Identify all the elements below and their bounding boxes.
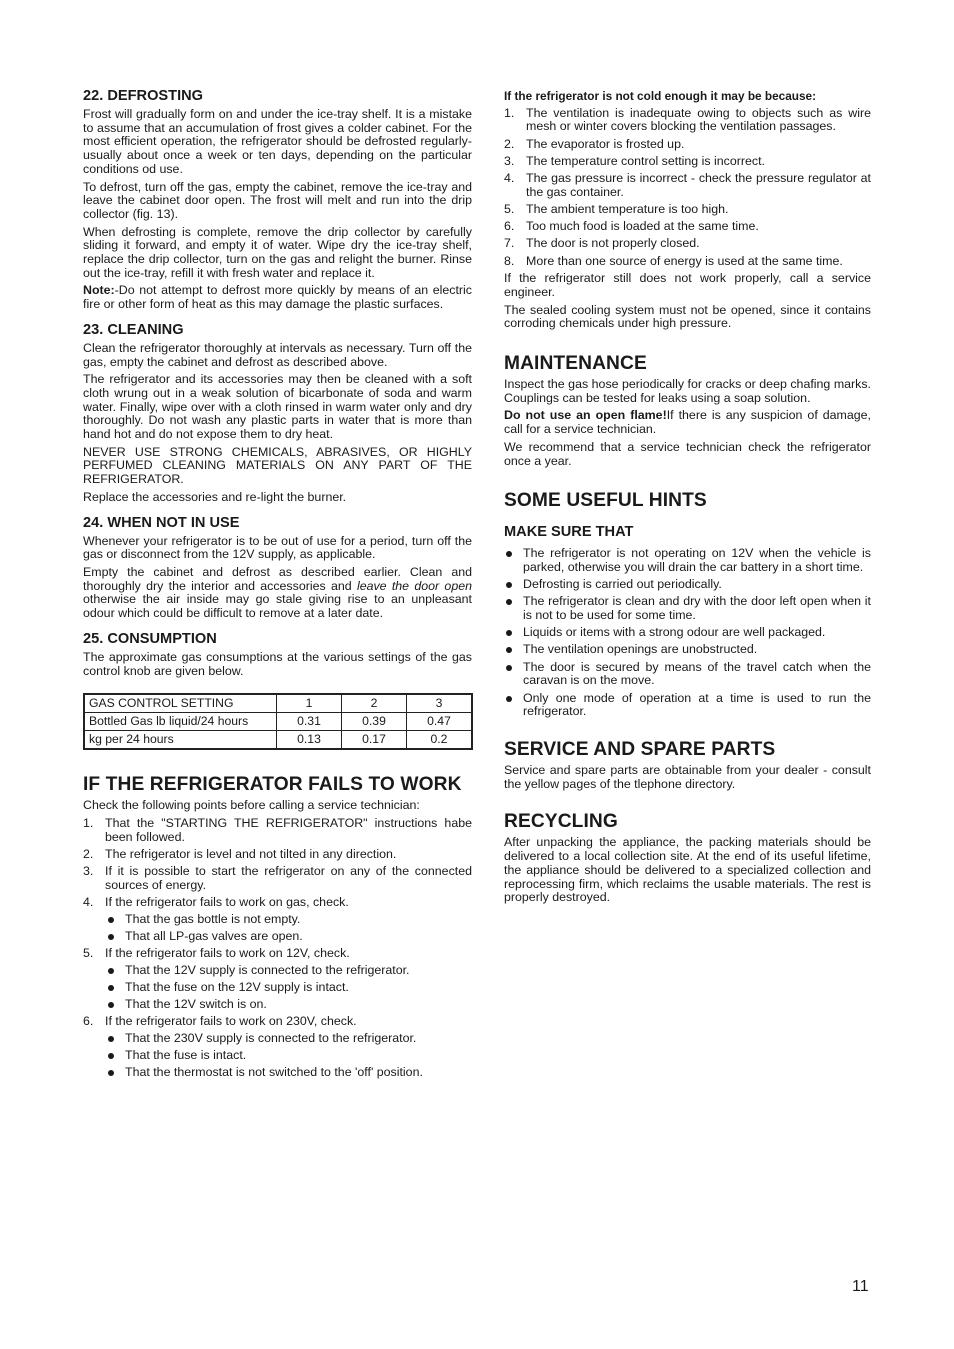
- table-cell: 0.47: [407, 713, 473, 731]
- table-cell: 0.13: [277, 731, 342, 750]
- list-item: [504, 626, 871, 640]
- bullet-icon: [506, 630, 512, 636]
- item-number: 6.: [83, 1014, 94, 1029]
- paragraph: Whenever your refrigerator is to be out of use for a period, turn off the gas or disconnect from the 12V supply, as applicable.: [83, 533, 472, 562]
- right-column: [504, 90, 871, 909]
- heading-hints: SOME USEFUL HINTS: [504, 490, 707, 512]
- item-text: If the refrigerator fails to work on 230V, check.: [105, 1014, 357, 1029]
- sub-list-item: [105, 1049, 472, 1063]
- sub-list-item: [105, 998, 472, 1012]
- section-consumption: [83, 631, 472, 750]
- table-cell: Bottled Gas lb liquid/24 hours: [84, 713, 277, 731]
- item-text: That the fuse is intact.: [125, 1048, 247, 1063]
- section-not-in-use: [83, 515, 472, 621]
- item-text: The refrigerator is level and not tilted in any direction.: [105, 846, 397, 861]
- item-text: That all LP-gas valves are open.: [125, 928, 303, 943]
- section-hints: [504, 490, 871, 719]
- paragraph: The sealed cooling system must not be opened, since it contains corroding chemicals under high pressure.: [504, 302, 871, 331]
- heading-fails-to-work: IF THE REFRIGERATOR FAILS TO WORK: [83, 774, 462, 796]
- item-text: That the gas bottle is not empty.: [125, 911, 301, 926]
- warning-bold: Do not use an open flame!: [504, 408, 667, 423]
- item-text: The ambient temperature is too high.: [526, 201, 729, 216]
- paragraph: The refrigerator and its accessories may then be cleaned with a soft cloth wrung out in a weak solution of bicarbonate of soda and warm water. Finally, wipe over with a cloth rinsed in warm water only and dry thoroughly. Do not wash any plastic parts in water that is more than hand hot and do not expose them to dry heat.: [83, 372, 472, 442]
- warning-text: If there is any suspicion of damage, call for a service technician.: [504, 408, 871, 437]
- item-number: 5.: [504, 201, 515, 216]
- item-text: More than one source of energy is used at the same time.: [526, 253, 843, 268]
- section-recycling: [504, 811, 871, 905]
- heading-service: SERVICE AND SPARE PARTS: [504, 739, 776, 760]
- sub-list: [105, 1032, 472, 1080]
- list-item: [83, 1015, 472, 1080]
- consumption-table: [83, 693, 473, 750]
- table-cell: 1: [277, 694, 342, 713]
- bullet-icon: [108, 1053, 114, 1059]
- heading-consumption: 25. CONSUMPTION: [83, 630, 217, 647]
- list-item: [504, 595, 871, 622]
- item-number: 1.: [83, 815, 94, 830]
- item-text: Too much food is loaded at the same time.: [526, 219, 759, 234]
- warning-paragraph: [504, 409, 871, 436]
- heading-defrosting: 22. DEFROSTING: [83, 88, 204, 104]
- heading-cleaning: 23. CLEANING: [83, 321, 184, 338]
- bullet-icon: [108, 1070, 114, 1076]
- item-text: That the fuse on the 12V supply is intact.: [125, 979, 349, 994]
- item-text: Only one mode of operation at a time is used to run the refrigerator.: [523, 690, 871, 719]
- list-item: [504, 578, 871, 592]
- bullet-icon: [506, 551, 512, 557]
- sub-list-item: [105, 930, 472, 944]
- paragraph: The approximate gas consumptions at the various settings of the gas control knob are given below.: [83, 649, 472, 678]
- item-text: That the 12V supply is connected to the refrigerator.: [125, 962, 410, 977]
- table-row: [84, 731, 472, 750]
- item-number: 2.: [83, 846, 94, 861]
- list-item: [504, 255, 871, 269]
- section-fails-to-work: [83, 774, 472, 1080]
- item-text: The refrigerator is not operating on 12V when the vehicle is parked, otherwise you will drain the car battery in a short time.: [523, 546, 871, 574]
- fails-list: [83, 817, 472, 1080]
- page-number: 11: [852, 1278, 869, 1295]
- paragraph: If the refrigerator still does not work properly, call a service engineer.: [504, 271, 871, 299]
- table-row: [84, 713, 472, 731]
- item-text: That the "STARTING THE REFRIGERATOR" instructions habe been followed.: [105, 815, 472, 844]
- table-header-row: [84, 694, 472, 713]
- sub-list-item: [105, 1032, 472, 1046]
- item-text: The door is not properly closed.: [526, 236, 700, 251]
- item-number: 6.: [504, 219, 515, 234]
- item-number: 7.: [504, 236, 515, 251]
- item-text: If the refrigerator fails to work on 12V, check.: [105, 946, 350, 961]
- list-item: [504, 155, 871, 169]
- not-cold-list: [504, 107, 871, 269]
- section-service: [504, 739, 871, 791]
- heading-maintenance: MAINTENANCE: [504, 353, 647, 375]
- sub-list-item: [105, 913, 472, 927]
- item-text: The ventilation openings are unobstructed.: [523, 642, 758, 657]
- table-cell: 0.31: [277, 713, 342, 731]
- paragraph: Check the following points before calling a service technician:: [83, 798, 420, 813]
- item-text: The door is secured by means of the travel catch when the caravan is on the move.: [523, 659, 871, 688]
- list-item: [504, 220, 871, 234]
- table-cell: GAS CONTROL SETTING: [84, 694, 277, 713]
- list-item: [504, 107, 871, 134]
- item-number: 2.: [504, 136, 515, 151]
- bullet-icon: [506, 696, 512, 702]
- bullet-icon: [108, 968, 114, 974]
- list-item: [83, 865, 472, 892]
- list-item: [504, 172, 871, 199]
- item-text: The evaporator is frosted up.: [526, 136, 685, 151]
- list-item: [504, 661, 871, 688]
- section-not-cold: [504, 90, 871, 331]
- item-number: 4.: [504, 171, 515, 186]
- text-run: Empty the cabinet and defrost as described earlier. Clean and thoroughly dry the interior and accessories and: [83, 564, 472, 593]
- note-text: -Do not attempt to defrost more quickly by means of an electric fire or other form of heat as this may damage the plastic surfaces.: [83, 283, 472, 312]
- list-item: [83, 817, 472, 844]
- item-number: 3.: [504, 153, 515, 168]
- table-cell: 0.17: [342, 731, 407, 750]
- bullet-icon: [506, 599, 512, 605]
- note-label: Note:: [83, 283, 115, 298]
- item-text: The ventilation is inadequate owing to objects such as wire mesh or winter covers blocking the ventilation passages.: [526, 105, 871, 134]
- paragraph: Clean the refrigerator thoroughly at intervals as necessary. Turn off the gas, empty the cabinet and defrost as described above.: [83, 340, 472, 369]
- bullet-icon: [506, 582, 512, 588]
- left-column: [83, 88, 472, 1084]
- section-defrosting: [83, 88, 472, 312]
- sub-list-item: [105, 964, 472, 978]
- paragraph: After unpacking the appliance, the packing materials should be delivered to a local collection site. At the end of its useful lifetime, the appliance should be delivered to a specialized collection and reprocessing firm, which reclaims the usable materials. The rest is properly destroyed.: [504, 835, 871, 905]
- table-cell: 2: [342, 694, 407, 713]
- table-cell: 3: [407, 694, 473, 713]
- item-text: That the 12V switch is on.: [125, 997, 267, 1012]
- list-item: [504, 203, 871, 217]
- list-item: [504, 547, 871, 574]
- sub-list: [105, 964, 472, 1012]
- item-text: That the 230V supply is connected to the refrigerator.: [125, 1031, 417, 1046]
- item-number: 3.: [83, 864, 94, 879]
- table-cell: kg per 24 hours: [84, 731, 277, 750]
- bullet-icon: [506, 647, 512, 653]
- item-text: That the thermostat is not switched to the 'off' position.: [125, 1065, 423, 1080]
- not-cold-heading: If the refrigerator is not cold enough it may be because:: [504, 89, 817, 103]
- item-text: If it is possible to start the refrigerator on any of the connected sources of energy.: [105, 864, 472, 892]
- bullet-icon: [108, 1002, 114, 1008]
- table-cell: 0.2: [407, 731, 473, 750]
- heading-make-sure: MAKE SURE THAT: [504, 524, 634, 541]
- paragraph: We recommend that a service technician check the refrigerator once a year.: [504, 439, 871, 468]
- paragraph: To defrost, turn off the gas, empty the cabinet, remove the ice-tray and leave the cabinet door open. The frost will melt and run into the drip collector (fig. 13).: [83, 179, 472, 221]
- list-item: [83, 947, 472, 1012]
- bullet-icon: [108, 985, 114, 991]
- bullet-icon: [506, 665, 512, 671]
- sub-list-item: [105, 981, 472, 995]
- paragraph: When defrosting is complete, remove the drip collector by carefully sliding it forward, and empty it of water. Wipe dry the ice-tray shelf, replace the drip collector, turn on the gas and relight the burner. Rinse out the ice-tray, refill it with fresh water and replace it.: [83, 224, 472, 280]
- paragraph: Replace the accessories and re-light the burner.: [83, 489, 347, 504]
- heading-not-in-use: 24. WHEN NOT IN USE: [83, 514, 240, 531]
- section-maintenance: [504, 353, 871, 468]
- item-text: If the refrigerator fails to work on gas, check.: [105, 894, 349, 909]
- list-item: [83, 848, 472, 862]
- paragraph: Service and spare parts are obtainable from your dealer - consult the yellow pages of the tlephone directory.: [504, 763, 871, 791]
- item-number: 4.: [83, 894, 94, 909]
- paragraph: NEVER USE STRONG CHEMICALS, ABRASIVES, OR HIGHLY PERFUMED CLEANING MATERIALS ON ANY PART OF THE REFRIGERATOR.: [83, 444, 472, 487]
- text-run: otherwise the air inside may go stale giving rise to an unpleasant odour which could be difficult to remove at a later date.: [83, 592, 472, 621]
- item-text: Liquids or items with a strong odour are well packaged.: [523, 625, 826, 640]
- paragraph: Frost will gradually form on and under the ice-tray shelf. It is a mistake to assume that an accumulation of frost gives a colder cabinet. For the most efficient operation, the refrigerator should be defrosted regularly-usually about once a week or ten days, depending on the particular conditions od use.: [83, 107, 472, 176]
- heading-recycling: RECYCLING: [504, 811, 618, 833]
- item-text: Defrosting is carried out periodically.: [523, 577, 722, 592]
- sub-list: [105, 913, 472, 944]
- paragraph: Inspect the gas hose periodically for cracks or deep chafing marks. Couplings can be tested for leaks using a soap solution.: [504, 377, 871, 405]
- bullet-icon: [108, 934, 114, 940]
- bullet-icon: [108, 1036, 114, 1042]
- item-number: 8.: [504, 253, 515, 268]
- item-text: The refrigerator is clean and dry with the door left open when it is not to be used for some time.: [523, 594, 871, 623]
- paragraph: [83, 566, 472, 621]
- item-number: 1.: [504, 105, 515, 120]
- list-item: [504, 692, 871, 719]
- list-item: [504, 643, 871, 657]
- hints-list: [504, 547, 871, 719]
- italic-text: leave the door open: [356, 578, 472, 593]
- section-cleaning: [83, 322, 472, 505]
- list-item: [83, 896, 472, 944]
- item-number: 5.: [83, 946, 94, 961]
- sub-list-item: [105, 1066, 472, 1080]
- table-cell: 0.39: [342, 713, 407, 731]
- item-text: The temperature control setting is incorrect.: [526, 153, 765, 168]
- bullet-icon: [108, 917, 114, 923]
- list-item: [504, 237, 871, 251]
- item-text: The gas pressure is incorrect - check the pressure regulator at the gas container.: [526, 171, 871, 199]
- note-paragraph: [83, 284, 472, 311]
- list-item: [504, 138, 871, 152]
